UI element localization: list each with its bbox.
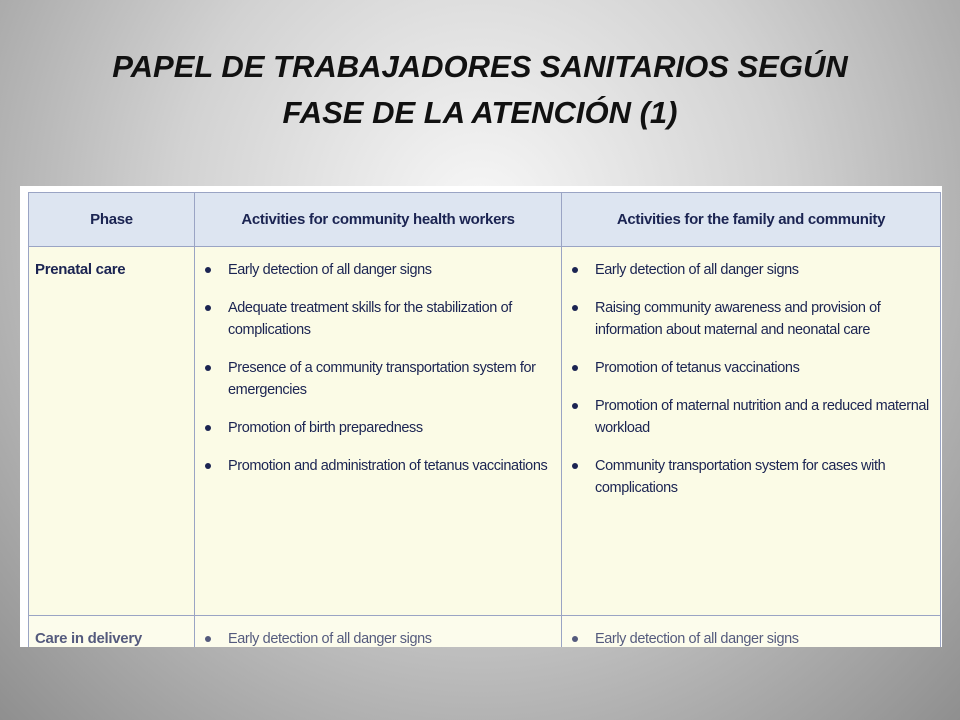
roles-table — [28, 192, 941, 647]
bullet-icon — [572, 267, 578, 273]
list-item — [562, 395, 930, 439]
bullet-icon — [572, 403, 578, 409]
bullet-icon — [572, 305, 578, 311]
table-header-row — [29, 193, 941, 247]
activity-text: Presence of a community transportation system for emergencies — [228, 360, 536, 398]
chw-activities-cell — [195, 247, 562, 616]
activity-text: Promotion of tetanus vaccinations — [595, 360, 800, 376]
family-activities-cell — [562, 247, 941, 616]
list-item — [562, 628, 930, 647]
phase-label: Prenatal care — [35, 261, 126, 278]
bullet-icon — [572, 636, 578, 642]
bullet-icon — [205, 463, 211, 469]
activity-text: Early detection of all danger signs — [595, 631, 799, 647]
family-activity-list — [562, 247, 940, 499]
slide-title-line-1: PAPEL DE TRABAJADORES SANITARIOS SEGÚN — [112, 49, 848, 84]
list-item — [562, 455, 930, 499]
bullet-icon — [205, 365, 211, 371]
activity-text: Promotion and administration of tetanus vaccinations — [228, 458, 548, 474]
bullet-icon — [205, 636, 211, 642]
bullet-icon — [205, 267, 211, 273]
phase-cell — [29, 247, 195, 616]
family-activity-list — [562, 616, 940, 647]
list-item — [195, 259, 551, 281]
activity-text: Early detection of all danger signs — [595, 262, 799, 278]
bullet-icon — [205, 305, 211, 311]
table-row — [29, 616, 941, 648]
list-item — [562, 259, 930, 281]
bullet-icon — [572, 365, 578, 371]
list-item — [195, 297, 551, 341]
list-item — [562, 357, 930, 379]
bullet-icon — [572, 463, 578, 469]
bullet-icon — [205, 425, 211, 431]
activity-text: Promotion of maternal nutrition and a reduced maternal workload — [595, 398, 929, 436]
list-item — [195, 417, 551, 439]
chw-activity-list — [195, 616, 561, 647]
header-family-community: Activities for the family and community — [562, 193, 941, 247]
activity-text: Raising community awareness and provision of information about maternal and neonatal care — [595, 300, 881, 338]
list-item — [562, 297, 930, 341]
scanned-table-image — [20, 186, 942, 647]
phase-cell — [29, 616, 195, 648]
activity-text: Early detection of all danger signs — [228, 262, 432, 278]
activity-text: Promotion of birth preparedness — [228, 420, 423, 436]
table-row — [29, 247, 941, 616]
list-item — [195, 455, 551, 477]
chw-activity-list — [195, 247, 561, 477]
activity-text: Early detection of all danger signs — [228, 631, 432, 647]
phase-label: Care in delivery — [35, 630, 142, 647]
header-phase: Phase — [29, 193, 195, 247]
family-activities-cell — [562, 616, 941, 648]
list-item — [195, 357, 551, 401]
activity-text: Adequate treatment skills for the stabilization of complications — [228, 300, 512, 338]
activity-text: Community transportation system for cases with complications — [595, 458, 886, 496]
list-item — [195, 628, 551, 647]
slide-title — [40, 44, 920, 136]
header-community-health-workers: Activities for community health workers — [195, 193, 562, 247]
slide-title-line-2: FASE DE LA ATENCIÓN (1) — [282, 95, 678, 130]
chw-activities-cell — [195, 616, 562, 648]
